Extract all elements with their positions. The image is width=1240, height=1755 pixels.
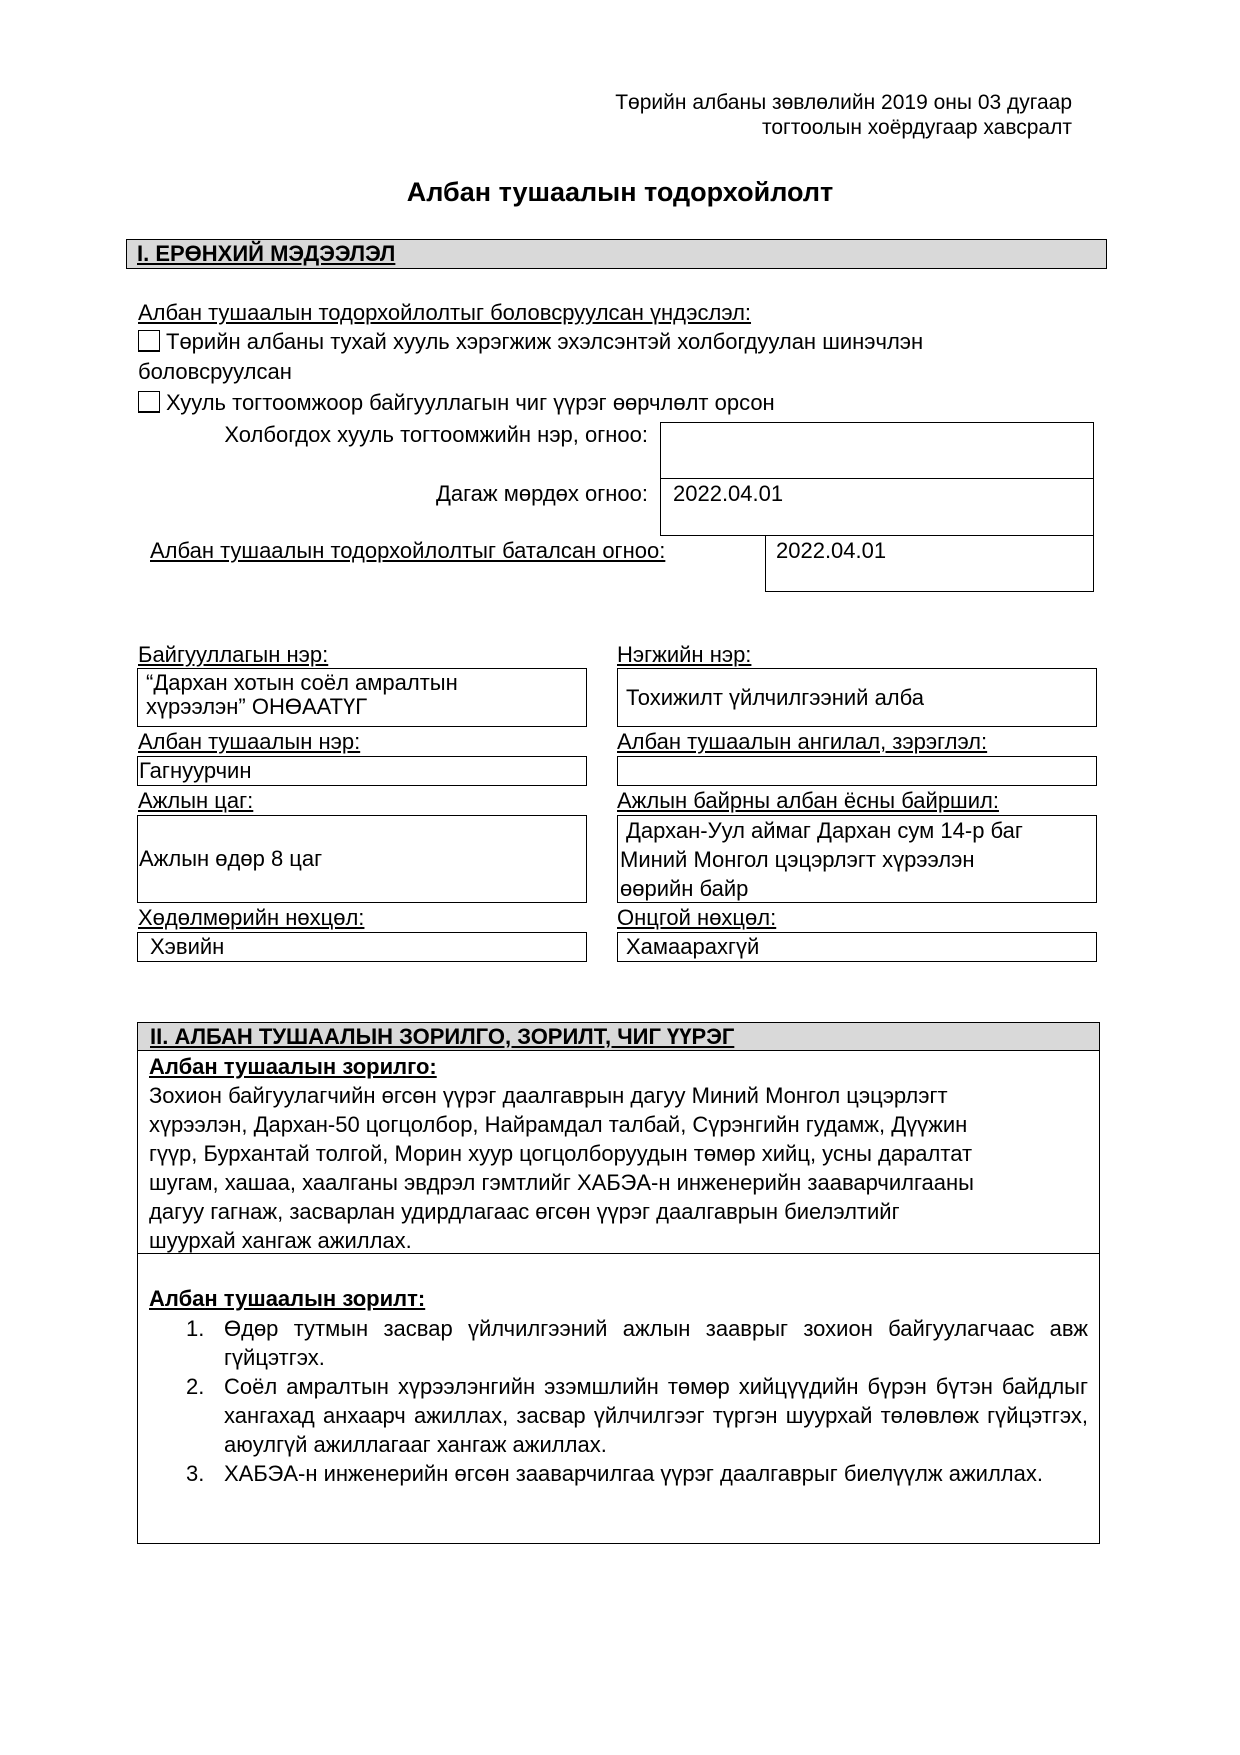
labor-condition-value: Хэвийн (150, 934, 225, 959)
position-class-field[interactable] (617, 756, 1097, 786)
location-label: Ажлын байрны албан ёсны байршил: (617, 788, 999, 813)
approved-date-field[interactable] (765, 535, 1094, 592)
document-title: Албан тушаалын тодорхойлолт (406, 177, 834, 207)
goal-line: Зохион байгуулагчийн өгсөн үүрэг даалгаврын дагуу Миний Монгол цэцэрлэгт (149, 1083, 948, 1108)
special-condition-label: Онцгой нөхцөл: (617, 905, 777, 930)
tasks-list (186, 1314, 1088, 1488)
special-condition-value: Хамаарахгүй (626, 934, 760, 959)
goal-text (149, 1081, 974, 1255)
work-hours-value: Ажлын өдөр 8 цаг (139, 846, 323, 871)
option1-checkbox[interactable] (138, 330, 160, 352)
effective-date-label: Дагаж мөрдөх огноо: (435, 481, 648, 506)
basis-label: Албан тушаалын тодорхойлолтыг боловсруулсан үндэслэл: (138, 300, 752, 325)
tasks-label: Албан тушаалын зорилт: (149, 1286, 426, 1311)
task-item (186, 1314, 1088, 1372)
approved-date-value: 2022.04.01 (776, 538, 887, 563)
work-hours-label: Ажлын цаг: (138, 788, 254, 813)
section2-heading: II. АЛБАН ТУШААЛЫН ЗОРИЛГО, ЗОРИЛТ, ЧИГ ҮҮРЭГ (137, 1022, 1100, 1051)
position-name-label: Албан тушаалын нэр: (138, 729, 361, 754)
option2-row (138, 388, 775, 417)
org-name-line1: “Дархан хотын соёл амралтын (146, 670, 458, 695)
effective-date-value: 2022.04.01 (673, 481, 784, 506)
related-law-field[interactable] (660, 422, 1094, 479)
location-field[interactable] (617, 815, 1097, 903)
annex-reference (615, 90, 1072, 140)
unit-name-value: Тохижилт үйлчилгээний алба (626, 685, 924, 710)
goal-line: шугам, хашаа, хаалганы эвдрэл гэмтлийг ХАБЭА-н инженерийн зааварчилгааны (149, 1170, 974, 1195)
section1-heading: I. ЕРӨНХИЙ МЭДЭЭЛЭЛ (126, 239, 1107, 269)
task-number: 3. (186, 1461, 205, 1486)
org-name-field[interactable] (137, 668, 587, 727)
option2-text: Хууль тогтоомжоор байгууллагын чиг үүрэг өөрчлөлт орсон (166, 390, 775, 415)
task-item (186, 1372, 1088, 1459)
task-text: ХАБЭА-н инженерийн өгсөн зааварчилгаа үүрэг даалгаврыг биелүүлж ажиллах. (224, 1461, 1043, 1486)
special-condition-field[interactable] (617, 932, 1097, 962)
position-name-field[interactable] (137, 756, 587, 786)
position-name-value: Гагнуурчин (139, 758, 252, 783)
work-hours-field[interactable] (137, 815, 587, 903)
option1-continuation: боловсруулсан (138, 359, 292, 384)
unit-name-label: Нэгжийн нэр: (617, 642, 752, 667)
goal-divider (137, 1253, 1100, 1254)
org-name-label: Байгууллагын нэр: (138, 642, 329, 667)
unit-name-field[interactable] (617, 668, 1097, 727)
location-line1: Дархан-Уул аймаг Дархан сум 14-р баг (626, 818, 1023, 843)
task-number: 2. (186, 1374, 205, 1399)
goal-line: хүрээлэн, Дархан-50 цогцолбор, Найрамдал талбай, Сүрэнгийн гудамж, Дүүжин (149, 1112, 968, 1137)
task-text: Соёл амралтын хүрээлэнгийн эзэмшлийн төмөр хийцүүдийн бүрэн бүтэн байдлыг хангахад анхаарч ажиллах, засвар үйлчилгээг түргэн шуурхай төлөвлөж гүйцэтгэх, аюулгүй ажиллагааг хангаж ажиллах. (224, 1374, 1088, 1457)
task-item (186, 1459, 1088, 1488)
option1-row (138, 327, 923, 356)
effective-date-field[interactable] (660, 478, 1094, 536)
option2-checkbox[interactable] (138, 391, 160, 413)
related-law-label: Холбогдох хууль тогтоомжийн нэр, огноо: (224, 422, 648, 447)
labor-condition-label: Хөдөлмөрийн нөхцөл: (138, 905, 365, 930)
annex-reference-line2: тогтоолын хоёрдугаар хавсралт (761, 116, 1072, 139)
goal-line: шуурхай хангаж ажиллах. (149, 1228, 412, 1253)
goal-line: дагуу гагнаж, засварлан удирдлагаас өгсөн үүрэг даалгаврын биелэлтийг (149, 1199, 900, 1224)
labor-condition-field[interactable] (137, 932, 587, 962)
position-class-label: Албан тушаалын ангилал, зэрэглэл: (617, 729, 988, 754)
approved-date-label: Албан тушаалын тодорхойлолтыг баталсан огноо: (150, 538, 666, 563)
location-line2: Миний Монгол цэцэрлэгт хүрээлэн (620, 847, 975, 872)
option1-text: Төрийн албаны тухай хууль хэрэгжиж эхэлсэнтэй холбогдуулан шинэчлэн (166, 329, 924, 354)
location-line3: өөрийн байр (620, 876, 749, 901)
goal-line: гүүр, Бурхантай толгой, Морин хуур цогцолборуудын төмөр хийц, усны даралтат (149, 1141, 973, 1166)
task-number: 1. (186, 1316, 205, 1341)
org-name-line2: хүрээлэн” ОНӨААТҮГ (146, 694, 368, 719)
task-text: Өдөр тутмын засвар үйлчилгээний ажлын заавpыг зохион байгуулагчаас авж гүйцэтгэх. (224, 1316, 1088, 1370)
annex-reference-line1: Төрийн албаны зөвлөлийн 2019 оны 03 дугаар (615, 91, 1072, 114)
goal-label: Албан тушаалын зорилго: (149, 1054, 437, 1079)
